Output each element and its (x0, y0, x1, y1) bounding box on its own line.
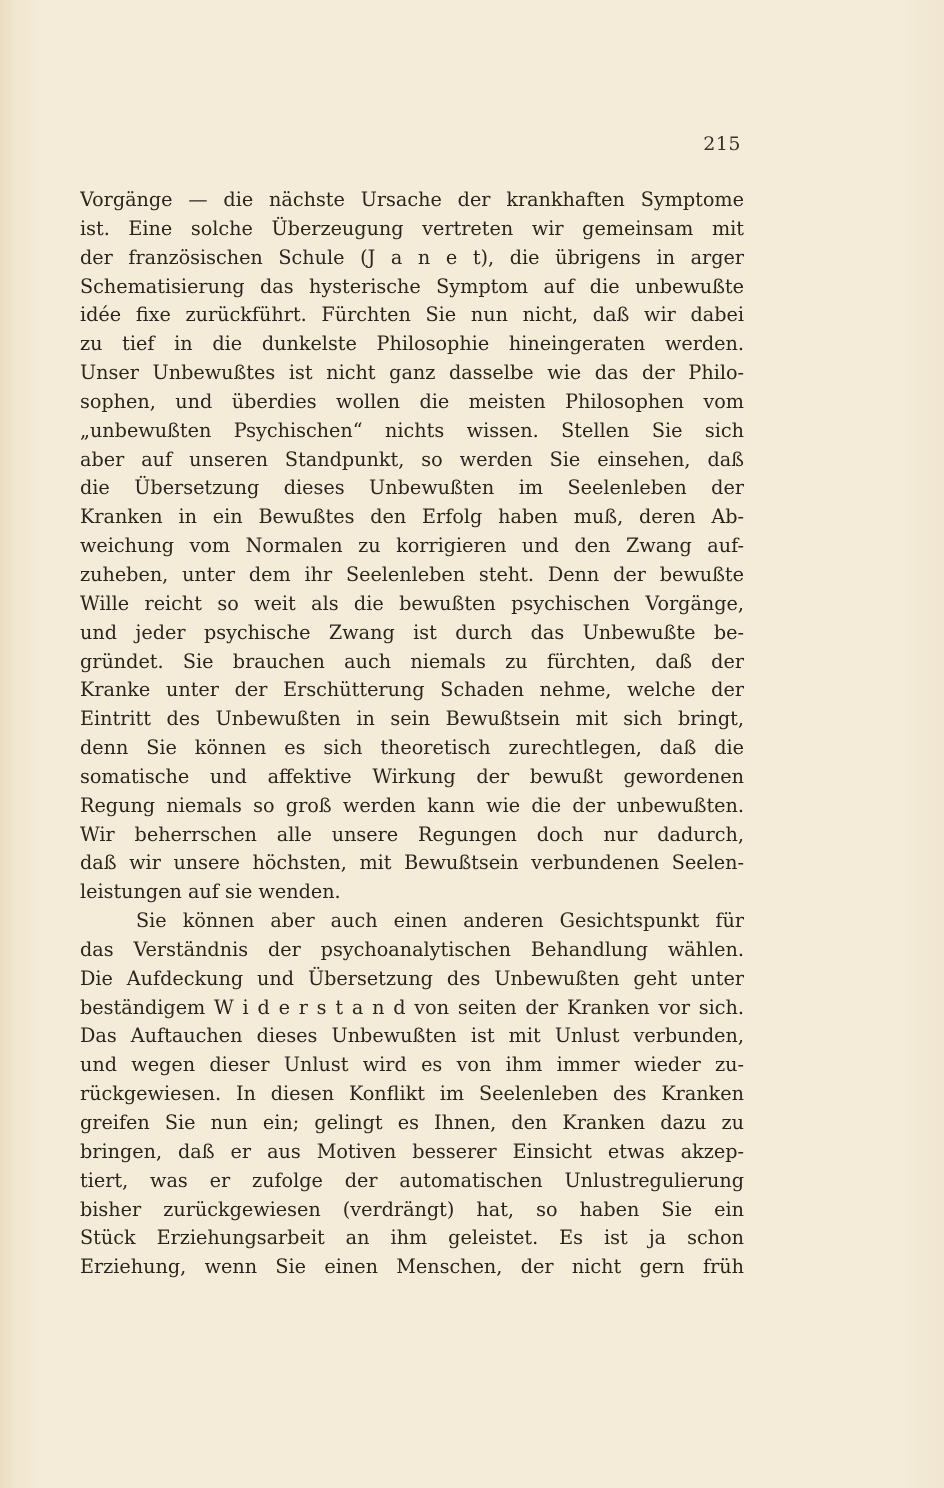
text-line: „unbewußten Psychischen“ nichts wissen. Stellen Sie sich (80, 418, 744, 442)
page-number: 215 (703, 133, 741, 155)
text-line: aber auf unseren Standpunkt, so werden Sie einsehen, daß (80, 447, 744, 471)
text-line: und wegen dieser Unlust wird es von ihm immer wieder zu- (80, 1053, 744, 1077)
text-line: idée fixe zurückführt. Fürchten Sie nun nicht, daß wir dabei (80, 303, 744, 327)
text-line: das Verständnis der psychoanalytischen Behandlung wählen. (80, 937, 744, 961)
text-line: Wir beherrschen alle unsere Regungen doch nur dadurch, (80, 822, 744, 846)
body-text (80, 186, 744, 1282)
text-line: Unser Unbewußtes ist nicht ganz dasselbe wie das der Philo- (80, 361, 744, 385)
text-line: ist. Eine solche Überzeugung vertreten wir gemeinsam mit (80, 216, 744, 240)
text-line: bisher zurückgewiesen (verdrängt) hat, so haben Sie ein (80, 1197, 744, 1221)
text-line: die Übersetzung dieses Unbewußten im Seelenleben der (80, 476, 744, 500)
text-line: Schematisierung das hysterische Symptom auf die unbewußte (80, 274, 744, 298)
text-line: Wille reicht so weit als die bewußten psychischen Vorgänge, (80, 591, 744, 615)
text-line: Erziehung, wenn Sie einen Menschen, der nicht gern früh (80, 1255, 744, 1279)
text-line: und jeder psychische Zwang ist durch das Unbewußte be- (80, 620, 744, 644)
text-line: Die Aufdeckung und Übersetzung des Unbewußten geht unter (80, 966, 744, 990)
text-line: somatische und affektive Wirkung der bewußt gewordenen (80, 764, 744, 788)
text-line: rückgewiesen. In diesen Konflikt im Seelenleben des Kranken (80, 1082, 744, 1106)
paragraph-start-line: Sie können aber auch einen anderen Gesichtspunkt für (136, 909, 744, 933)
text-line: zuheben, unter dem ihr Seelenleben steht. Denn der bewußte (80, 562, 744, 586)
text-line: Stück Erziehungsarbeit an ihm geleistet. Es ist ja schon (80, 1226, 744, 1250)
text-line: zu tief in die dunkelste Philosophie hineingeraten werden. (80, 332, 744, 356)
text-line: daß wir unsere höchsten, mit Bewußtsein verbundenen Seelen- (80, 851, 744, 875)
text-line: gründet. Sie brauchen auch niemals zu fürchten, daß der (80, 649, 744, 673)
text-line: Das Auftauchen dieses Unbewußten ist mit Unlust verbunden, (80, 1024, 744, 1048)
text-line: Kranken in ein Bewußtes den Erfolg haben muß, deren Ab- (80, 505, 744, 529)
text-line: Regung niemals so groß werden kann wie die der unbewußten. (80, 793, 744, 817)
paragraph-end-line: leistungen auf sie wenden. (80, 880, 341, 904)
text-line: tiert, was er zufolge der automatischen Unlustregulierung (80, 1168, 744, 1192)
text-line: beständigem W i d e r s t a n d von seiten der Kranken vor sich. (80, 995, 744, 1019)
text-line: Vorgänge — die nächste Ursache der krankhaften Symptome (80, 188, 744, 211)
text-line: denn Sie können es sich theoretisch zurechtlegen, daß die (80, 736, 744, 760)
text-line: bringen, daß er aus Motiven besserer Einsicht etwas akzep- (80, 1139, 744, 1163)
text-line: sophen, und überdies wollen die meisten Philosophen vom (80, 389, 744, 413)
text-line: Eintritt des Unbewußten in sein Bewußtsein mit sich bringt, (80, 707, 744, 731)
text-line: der französischen Schule (J a n e t), die übrigens in arger (80, 245, 744, 269)
text-line: greifen Sie nun ein; gelingt es Ihnen, den Kranken dazu zu (80, 1111, 744, 1134)
text-line: Kranke unter der Erschütterung Schaden nehme, welche der (80, 678, 744, 702)
text-line: weichung vom Normalen zu korrigieren und den Zwang auf- (80, 534, 744, 558)
